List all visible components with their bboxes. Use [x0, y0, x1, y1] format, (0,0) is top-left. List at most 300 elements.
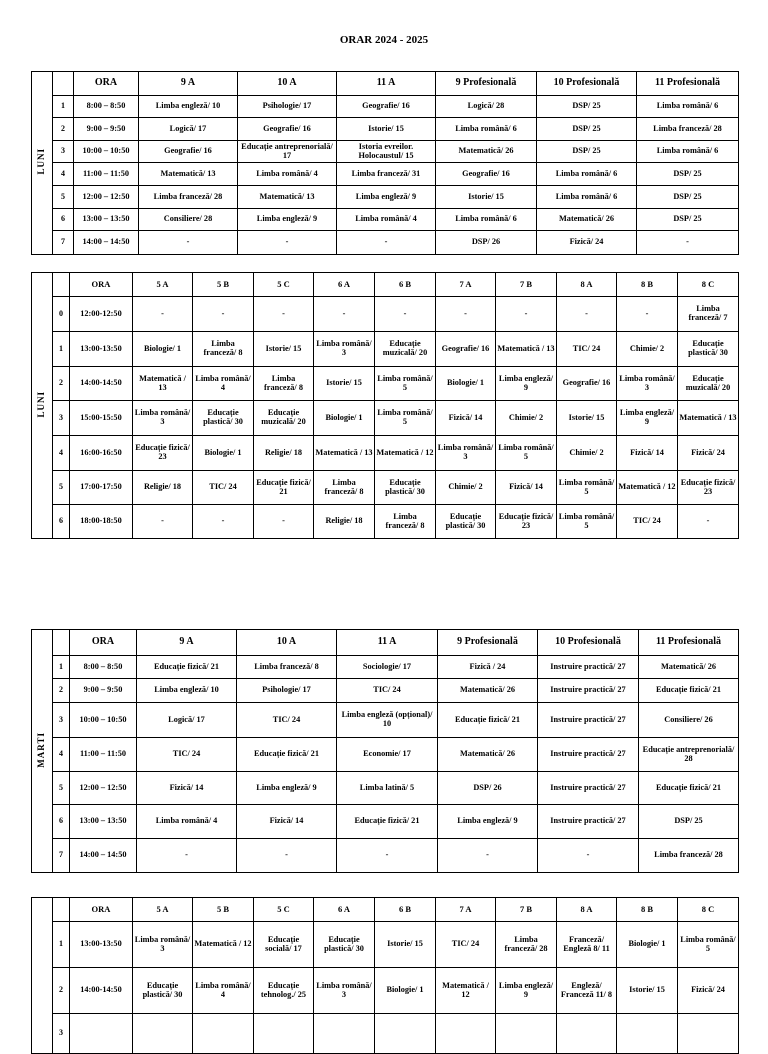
subject-cell: Franceză/ Engleză 8/ 11: [557, 922, 617, 968]
subject-cell: Istorie/ 15: [375, 922, 436, 968]
table-row: [32, 738, 739, 772]
subject-cell: Biologie/ 1: [617, 922, 678, 968]
header-row: [32, 630, 739, 656]
table-row: [32, 505, 739, 539]
subject-cell: Matematică/ 26: [537, 209, 637, 231]
subject-cell: Limba franceză/ 8: [375, 505, 436, 539]
header-ora: ORA: [70, 630, 137, 656]
subject-cell: Limba română/ 6: [537, 186, 637, 209]
subject-cell: Istorie/ 15: [314, 367, 375, 401]
subject-cell: Psihologie/ 17: [238, 96, 337, 118]
subject-cell: TIC/ 24: [617, 505, 678, 539]
time-slot: 11:00 – 11:50: [74, 163, 139, 186]
subject-cell: [496, 1014, 557, 1054]
row-number: 3: [53, 703, 70, 738]
subject-cell: Limba română/ 4: [193, 968, 254, 1014]
subject-cell: Limba română/ 6: [637, 141, 739, 163]
subject-cell: Limba română/ 4: [193, 367, 254, 401]
subject-cell: Educație fizică/ 21: [237, 738, 337, 772]
subject-cell: DSP/ 26: [436, 231, 537, 255]
subject-cell: DSP/ 25: [639, 805, 739, 839]
subject-cell: Limba română/ 4: [337, 209, 436, 231]
subject-cell: -: [133, 297, 193, 332]
subject-cell: Matematică/ 13: [139, 163, 238, 186]
subject-cell: Educație muzicală/ 20: [254, 401, 314, 436]
subject-cell: Limba franceză/ 8: [314, 471, 375, 505]
subject-cell: Engleză/ Franceză 11/ 8: [557, 968, 617, 1014]
subject-cell: Educație fizică/ 23: [496, 505, 557, 539]
subject-cell: Matematică / 13: [496, 332, 557, 367]
table-marti-gymnasium: [31, 897, 739, 1054]
header-class: 5 A: [133, 273, 193, 297]
header-class: 11 Profesională: [637, 72, 739, 96]
time-slot: 9:00 – 9:50: [70, 679, 137, 703]
header-class: 9 A: [137, 630, 237, 656]
subject-cell: Instruire practică/ 27: [538, 772, 639, 805]
subject-cell: Fizică/ 14: [617, 436, 678, 471]
header-class: 6 B: [375, 273, 436, 297]
subject-cell: -: [538, 839, 639, 873]
subject-cell: Fizică/ 14: [496, 471, 557, 505]
time-slot: 16:00-16:50: [70, 436, 133, 471]
subject-cell: Limba latină/ 5: [337, 772, 438, 805]
subject-cell: DSP/ 25: [637, 163, 739, 186]
time-slot: 11:00 – 11:50: [70, 738, 137, 772]
subject-cell: -: [678, 505, 739, 539]
subject-cell: Educație fizică/ 21: [438, 703, 538, 738]
subject-cell: Logică/ 28: [436, 96, 537, 118]
subject-cell: Limba română/ 3: [617, 367, 678, 401]
subject-cell: Matematică / 12: [375, 436, 436, 471]
time-slot: 12:00 – 12:50: [70, 772, 137, 805]
subject-cell: Limba română/ 6: [436, 209, 537, 231]
subject-cell: Matematică/ 26: [436, 141, 537, 163]
table-luni-high: [31, 71, 739, 255]
subject-cell: Geografie/ 16: [436, 332, 496, 367]
time-slot: 17:00-17:50: [70, 471, 133, 505]
day-name: MARTI: [36, 731, 47, 768]
subject-cell: [133, 1014, 193, 1054]
subject-cell: Chimie/ 2: [436, 471, 496, 505]
day-label: [32, 72, 53, 255]
subject-cell: Limba franceză/ 7: [678, 297, 739, 332]
row-number: 6: [53, 505, 70, 539]
subject-cell: Educație antreprenorială/ 17: [238, 141, 337, 163]
subject-cell: Limba engleză/ 9: [496, 367, 557, 401]
row-number: 0: [53, 297, 70, 332]
subject-cell: Matematică/ 13: [238, 186, 337, 209]
time-slot: 9:00 – 9:50: [74, 118, 139, 141]
page-title: ORAR 2024 - 2025: [339, 34, 429, 46]
header-class: 10 A: [238, 72, 337, 96]
day-label: [32, 898, 53, 1054]
subject-cell: DSP/ 25: [637, 186, 739, 209]
subject-cell: Limba franceză/ 31: [337, 163, 436, 186]
subject-cell: [617, 1014, 678, 1054]
subject-cell: Limba română/ 5: [375, 401, 436, 436]
subject-cell: Consiliere/ 26: [639, 703, 739, 738]
subject-cell: Istorie/ 15: [557, 401, 617, 436]
time-slot: 14:00 – 14:50: [70, 839, 137, 873]
header-class: 7 A: [436, 273, 496, 297]
subject-cell: -: [193, 297, 254, 332]
table-row: [32, 96, 739, 118]
subject-cell: Logică/ 17: [137, 703, 237, 738]
row-number: 4: [53, 436, 70, 471]
subject-cell: Religie/ 18: [254, 436, 314, 471]
table-row: [32, 471, 739, 505]
row-number: 1: [53, 656, 70, 679]
subject-cell: TIC/ 24: [337, 679, 438, 703]
subject-cell: Fizică/ 24: [678, 968, 739, 1014]
table-row: [32, 656, 739, 679]
subject-cell: [678, 1014, 739, 1054]
subject-cell: Limba română/ 6: [436, 118, 537, 141]
table-row: [32, 679, 739, 703]
subject-cell: [193, 1014, 254, 1054]
header-row: [32, 72, 739, 96]
header-class: 9 Profesională: [436, 72, 537, 96]
subject-cell: Matematică / 13: [678, 401, 739, 436]
day-name: LUNI: [36, 148, 47, 175]
header-class: 5 B: [193, 898, 254, 922]
row-number: 1: [53, 96, 74, 118]
table-row: [32, 839, 739, 873]
subject-cell: DSP/ 25: [537, 141, 637, 163]
subject-cell: Geografie/ 16: [557, 367, 617, 401]
subject-cell: Educație tehnolog./ 25: [254, 968, 314, 1014]
subject-cell: Limba română/ 4: [137, 805, 237, 839]
subject-cell: -: [139, 231, 238, 255]
row-number: 4: [53, 163, 74, 186]
subject-cell: TIC/ 24: [193, 471, 254, 505]
header-class: 9 A: [139, 72, 238, 96]
subject-cell: Limba română/ 3: [436, 436, 496, 471]
subject-cell: Educație fizică/ 21: [137, 656, 237, 679]
header-class: 5 B: [193, 273, 254, 297]
subject-cell: Biologie/ 1: [375, 968, 436, 1014]
header-class: 8 C: [678, 273, 739, 297]
header-class: 5 A: [133, 898, 193, 922]
header-class: 6 A: [314, 273, 375, 297]
day-label: [32, 630, 53, 873]
header-class: 7 B: [496, 273, 557, 297]
subject-cell: Biologie/ 1: [436, 367, 496, 401]
subject-cell: -: [637, 231, 739, 255]
row-number: 1: [53, 922, 70, 968]
subject-cell: Instruire practică/ 27: [538, 679, 639, 703]
time-slot: 14:00 – 14:50: [74, 231, 139, 255]
subject-cell: TIC/ 24: [436, 922, 496, 968]
header-class: 9 Profesională: [438, 630, 538, 656]
subject-cell: Limba franceză/ 28: [637, 118, 739, 141]
subject-cell: Instruire practică/ 27: [538, 656, 639, 679]
day-name: LUNI: [36, 390, 47, 418]
time-slot: 18:00-18:50: [70, 505, 133, 539]
subject-cell: -: [337, 231, 436, 255]
header-class: 11 A: [337, 72, 436, 96]
header-class: 11 Profesională: [639, 630, 739, 656]
subject-cell: Limba franceză/ 8: [254, 367, 314, 401]
subject-cell: Matematică / 12: [436, 968, 496, 1014]
subject-cell: Educație plastică/ 30: [133, 968, 193, 1014]
subject-cell: Limba engleză/ 9: [238, 209, 337, 231]
subject-cell: Limba română/ 3: [314, 968, 375, 1014]
subject-cell: Limba engleză/ 10: [137, 679, 237, 703]
header-row: [32, 273, 739, 297]
subject-cell: Chimie/ 2: [557, 436, 617, 471]
table-row: [32, 401, 739, 436]
table-row: [32, 703, 739, 738]
row-number: 2: [53, 118, 74, 141]
subject-cell: Limba franceză/ 8: [237, 656, 337, 679]
subject-cell: -: [254, 505, 314, 539]
header-ora: ORA: [70, 273, 133, 297]
subject-cell: Limba română/ 6: [537, 163, 637, 186]
header-index: [53, 72, 74, 96]
subject-cell: Geografie/ 16: [337, 96, 436, 118]
table-row: [32, 805, 739, 839]
header-class: 7 B: [496, 898, 557, 922]
row-number: 6: [53, 209, 74, 231]
header-class: 10 Profesională: [537, 72, 637, 96]
header-row: [32, 898, 739, 922]
table-row: [32, 297, 739, 332]
subject-cell: DSP/ 25: [637, 209, 739, 231]
subject-cell: Limba română/ 5: [375, 367, 436, 401]
subject-cell: Matematică / 13: [314, 436, 375, 471]
subject-cell: Limba română/ 5: [678, 922, 739, 968]
header-class: 8 B: [617, 898, 678, 922]
subject-cell: Chimie/ 2: [496, 401, 557, 436]
time-slot: 10:00 – 10:50: [74, 141, 139, 163]
time-slot: 13:00-13:50: [70, 922, 133, 968]
subject-cell: Educație muzicală/ 20: [678, 367, 739, 401]
subject-cell: Fizică/ 14: [137, 772, 237, 805]
subject-cell: -: [193, 505, 254, 539]
row-number: 7: [53, 231, 74, 255]
row-number: 5: [53, 186, 74, 209]
header-class: 8 B: [617, 273, 678, 297]
subject-cell: [254, 1014, 314, 1054]
table-row: [32, 118, 739, 141]
subject-cell: -: [314, 297, 375, 332]
subject-cell: TIC/ 24: [237, 703, 337, 738]
subject-cell: Biologie/ 1: [314, 401, 375, 436]
subject-cell: DSP/ 25: [537, 96, 637, 118]
subject-cell: Limba română/ 4: [238, 163, 337, 186]
subject-cell: Sociologie/ 17: [337, 656, 438, 679]
header-index: [53, 630, 70, 656]
subject-cell: Educație plastică/ 30: [375, 471, 436, 505]
subject-cell: Istorie/ 15: [617, 968, 678, 1014]
subject-cell: -: [496, 297, 557, 332]
subject-cell: DSP/ 26: [438, 772, 538, 805]
time-slot: 14:00-14:50: [70, 968, 133, 1014]
subject-cell: -: [436, 297, 496, 332]
subject-cell: Religie/ 18: [314, 505, 375, 539]
header-ora: ORA: [70, 898, 133, 922]
subject-cell: Limba franceză/ 28: [496, 922, 557, 968]
subject-cell: Istorie/ 15: [337, 118, 436, 141]
subject-cell: Limba română/ 6: [637, 96, 739, 118]
subject-cell: [436, 1014, 496, 1054]
row-number: 2: [53, 968, 70, 1014]
row-number: 1: [53, 332, 70, 367]
subject-cell: Limba engleză/ 9: [438, 805, 538, 839]
row-number: 5: [53, 471, 70, 505]
subject-cell: Matematică/ 26: [438, 679, 538, 703]
time-slot: 15:00-15:50: [70, 401, 133, 436]
header-class: 5 C: [254, 898, 314, 922]
table-row: [32, 1014, 739, 1054]
subject-cell: -: [557, 297, 617, 332]
subject-cell: Matematică / 12: [193, 922, 254, 968]
header-class: 6 A: [314, 898, 375, 922]
subject-cell: Instruire practică/ 27: [538, 805, 639, 839]
header-class: 8 C: [678, 898, 739, 922]
table-row: [32, 436, 739, 471]
table-row: [32, 332, 739, 367]
table-row: [32, 186, 739, 209]
subject-cell: Matematică/ 26: [639, 656, 739, 679]
row-number: 2: [53, 679, 70, 703]
subject-cell: Geografie/ 16: [238, 118, 337, 141]
table-row: [32, 209, 739, 231]
table-row: [32, 922, 739, 968]
subject-cell: TIC/ 24: [557, 332, 617, 367]
table-row: [32, 772, 739, 805]
time-slot: 12:00-12:50: [70, 297, 133, 332]
header-class: 10 A: [237, 630, 337, 656]
subject-cell: Fizică/ 24: [678, 436, 739, 471]
subject-cell: Fizică/ 24: [537, 231, 637, 255]
subject-cell: -: [375, 297, 436, 332]
subject-cell: Educație plastică/ 30: [193, 401, 254, 436]
subject-cell: Fizică/ 14: [436, 401, 496, 436]
header-class: 7 A: [436, 898, 496, 922]
subject-cell: Instruire practică/ 27: [538, 703, 639, 738]
time-slot: 13:00 – 13:50: [74, 209, 139, 231]
subject-cell: [557, 1014, 617, 1054]
subject-cell: Limba engleză (opțional)/ 10: [337, 703, 438, 738]
time-slot: 14:00-14:50: [70, 367, 133, 401]
row-number: 5: [53, 772, 70, 805]
subject-cell: Geografie/ 16: [139, 141, 238, 163]
table-luni-gymnasium: [31, 272, 739, 539]
header-class: 10 Profesională: [538, 630, 639, 656]
row-number: 3: [53, 1014, 70, 1054]
subject-cell: Matematică / 12: [617, 471, 678, 505]
subject-cell: Biologie/ 1: [193, 436, 254, 471]
subject-cell: Consiliere/ 28: [139, 209, 238, 231]
subject-cell: Matematică / 13: [133, 367, 193, 401]
subject-cell: -: [133, 505, 193, 539]
header-class: 5 C: [254, 273, 314, 297]
subject-cell: -: [237, 839, 337, 873]
header-class: 8 A: [557, 273, 617, 297]
subject-cell: Limba engleză/ 9: [337, 186, 436, 209]
subject-cell: -: [137, 839, 237, 873]
subject-cell: Limba română/ 3: [133, 401, 193, 436]
subject-cell: Limba română/ 5: [496, 436, 557, 471]
time-slot: 12:00 – 12:50: [74, 186, 139, 209]
subject-cell: Educație plastică/ 30: [314, 922, 375, 968]
row-number: 2: [53, 367, 70, 401]
subject-cell: Limba engleză/ 9: [617, 401, 678, 436]
subject-cell: Limba română/ 5: [557, 505, 617, 539]
subject-cell: Educație fizică/ 21: [337, 805, 438, 839]
subject-cell: Educație socială/ 17: [254, 922, 314, 968]
subject-cell: Religie/ 18: [133, 471, 193, 505]
subject-cell: Educație plastică/ 30: [436, 505, 496, 539]
subject-cell: -: [254, 297, 314, 332]
subject-cell: Logică/ 17: [139, 118, 238, 141]
subject-cell: [314, 1014, 375, 1054]
time-slot: [70, 1014, 133, 1054]
subject-cell: DSP/ 25: [537, 118, 637, 141]
row-number: 4: [53, 738, 70, 772]
header-class: 11 A: [337, 630, 438, 656]
subject-cell: Istoria evreilor. Holocaustul/ 15: [337, 141, 436, 163]
subject-cell: Geografie/ 16: [436, 163, 537, 186]
subject-cell: Fizică/ 14: [237, 805, 337, 839]
subject-cell: Educație fizică/ 23: [678, 471, 739, 505]
time-slot: 10:00 – 10:50: [70, 703, 137, 738]
row-number: 3: [53, 141, 74, 163]
subject-cell: Istorie/ 15: [436, 186, 537, 209]
subject-cell: Educație fizică/ 21: [254, 471, 314, 505]
time-slot: 8:00 – 8:50: [70, 656, 137, 679]
subject-cell: Instruire practică/ 27: [538, 738, 639, 772]
header-class: 8 A: [557, 898, 617, 922]
row-number: 7: [53, 839, 70, 873]
subject-cell: Educație fizică/ 21: [639, 772, 739, 805]
subject-cell: -: [337, 839, 438, 873]
row-number: 3: [53, 401, 70, 436]
table-marti-high: [31, 629, 739, 873]
header-class: 6 B: [375, 898, 436, 922]
subject-cell: Limba română/ 3: [314, 332, 375, 367]
subject-cell: -: [238, 231, 337, 255]
subject-cell: TIC/ 24: [137, 738, 237, 772]
subject-cell: Limba engleză/ 9: [496, 968, 557, 1014]
subject-cell: -: [438, 839, 538, 873]
subject-cell: Psihologie/ 17: [237, 679, 337, 703]
header-ora: ORA: [74, 72, 139, 96]
subject-cell: Fizică / 24: [438, 656, 538, 679]
subject-cell: Limba română/ 3: [133, 922, 193, 968]
subject-cell: Istorie/ 15: [254, 332, 314, 367]
subject-cell: Biologie/ 1: [133, 332, 193, 367]
subject-cell: Limba franceză/ 8: [193, 332, 254, 367]
subject-cell: Educație muzicală/ 20: [375, 332, 436, 367]
time-slot: 13:00-13:50: [70, 332, 133, 367]
subject-cell: Limba engleză/ 10: [139, 96, 238, 118]
row-number: 6: [53, 805, 70, 839]
subject-cell: [375, 1014, 436, 1054]
table-row: [32, 231, 739, 255]
header-index: [53, 898, 70, 922]
subject-cell: Educație antreprenorială/ 28: [639, 738, 739, 772]
subject-cell: Limba franceză/ 28: [139, 186, 238, 209]
time-slot: 13:00 – 13:50: [70, 805, 137, 839]
subject-cell: Limba română/ 5: [557, 471, 617, 505]
table-row: [32, 141, 739, 163]
subject-cell: Educație plastică/ 30: [678, 332, 739, 367]
subject-cell: Educație fizică/ 21: [639, 679, 739, 703]
subject-cell: Limba franceză/ 28: [639, 839, 739, 873]
